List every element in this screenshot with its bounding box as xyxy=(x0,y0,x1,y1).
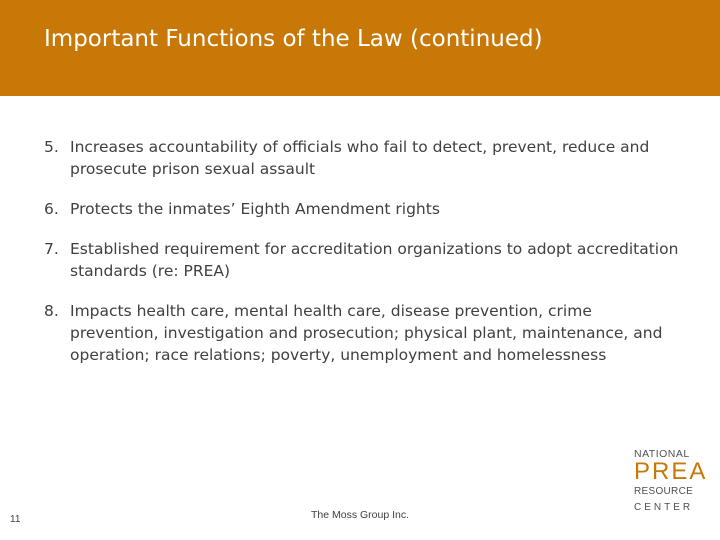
list-item-text: Protects the inmates’ Eighth Amendment rights xyxy=(70,200,440,218)
logo-line-national: NATIONAL xyxy=(634,448,690,460)
list-item xyxy=(44,198,684,220)
logo-line-prea: PREA xyxy=(634,458,708,485)
list-item xyxy=(44,300,684,366)
page-number: 11 xyxy=(10,514,21,525)
footer-credit: The Moss Group Inc. xyxy=(310,509,410,521)
prea-resource-center-logo xyxy=(626,448,708,520)
list-item xyxy=(44,238,684,282)
list-item-number: 7. xyxy=(44,240,59,258)
logo-line-center: CENTER xyxy=(634,502,694,513)
list-item xyxy=(44,136,684,180)
list-item-text: Increases accountability of officials who fail to detect, prevent, reduce and prosecute prison sexual assault xyxy=(70,138,650,178)
list-item-number: 5. xyxy=(44,138,59,156)
functions-list xyxy=(44,136,684,384)
slide-title: Important Functions of the Law (continued) xyxy=(44,26,543,52)
list-item-number: 8. xyxy=(44,302,59,320)
logo-line-resource: RESOURCE xyxy=(634,486,694,497)
list-item-number: 6. xyxy=(44,200,59,218)
list-item-text: Impacts health care, mental health care, disease prevention, crime prevention, investigation and prosecution; physical plant, maintenance, and operation; race relations; poverty, unemployment and homelessness xyxy=(70,302,663,364)
list-item-text: Established requirement for accreditation organizations to adopt accreditation standards (re: PREA) xyxy=(70,240,679,280)
